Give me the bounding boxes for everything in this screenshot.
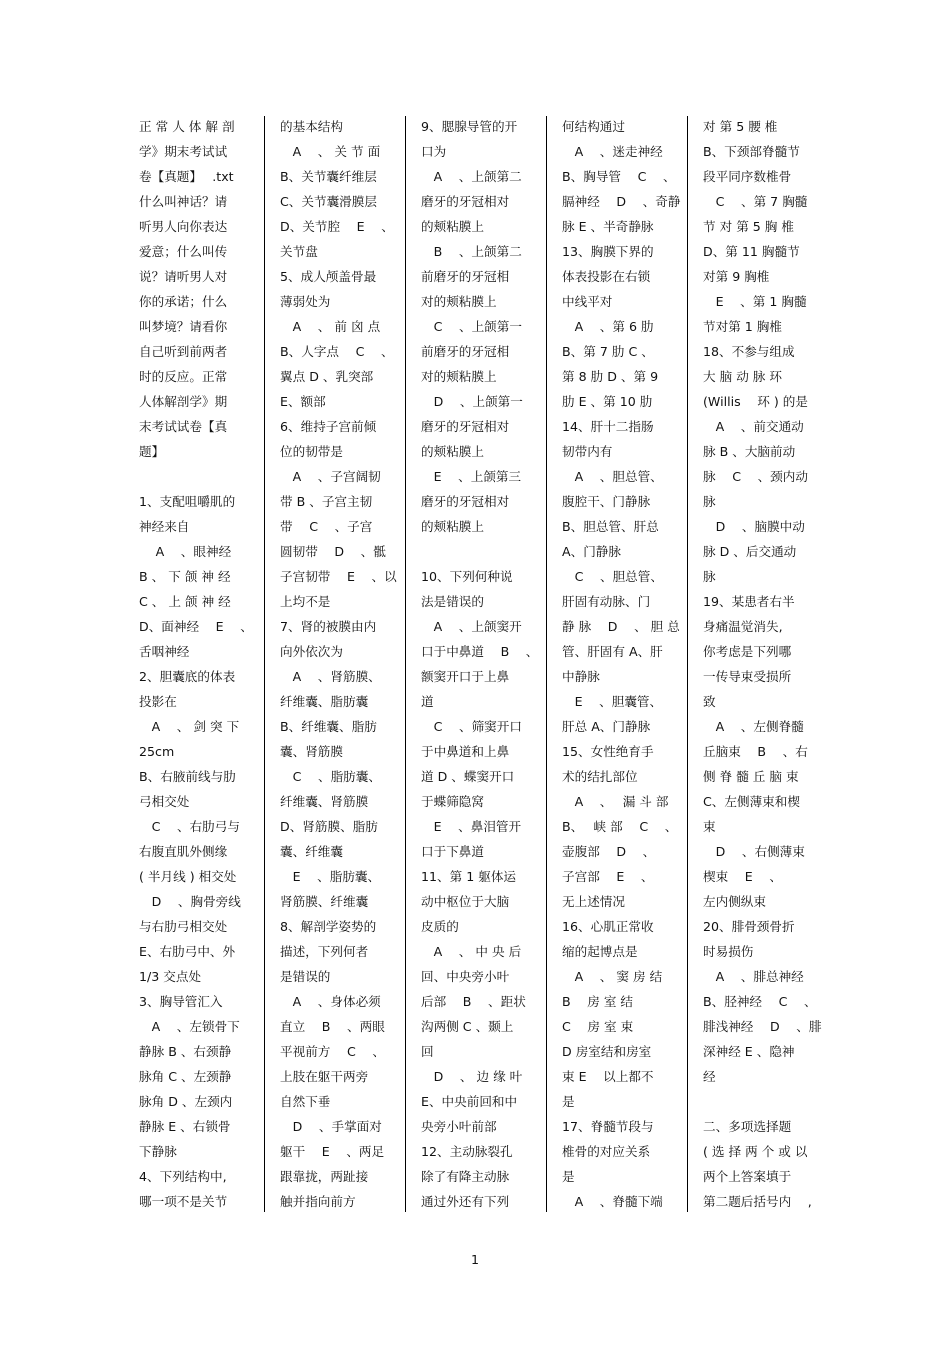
- text-line: 15、女性绝育手: [562, 744, 654, 759]
- text-line: 对 第 5 腰 椎: [703, 119, 778, 134]
- text-line: 回: [421, 1044, 434, 1059]
- text-line: 脉 E 、半奇静脉: [562, 219, 654, 234]
- text-line: A 、上颌第二: [421, 169, 522, 184]
- text-line: 侧 脊 髓 丘 脑 束: [703, 769, 799, 784]
- column-1: [139, 114, 253, 1214]
- text-line: 前磨牙的牙冠相: [421, 344, 510, 359]
- text-line: B 、上颌第二: [421, 244, 522, 259]
- text-line: C、左侧薄束和楔: [703, 794, 800, 809]
- text-line: 与右肋弓相交处: [139, 919, 228, 934]
- text-line: 于中鼻道和上鼻: [421, 744, 510, 759]
- text-line: 经: [703, 1069, 716, 1084]
- text-line: B、下颈部脊髓节: [703, 144, 800, 159]
- text-line: 你的承诺；什么: [139, 294, 228, 309]
- text-line: 对的颊粘膜上: [421, 369, 497, 384]
- text-line: 额窦开口于上鼻: [421, 669, 510, 684]
- text-line: 肝总 A、门静脉: [562, 719, 651, 734]
- text-line: B、关节囊纤维层: [280, 169, 377, 184]
- text-line: 第 8 肋 D 、第 9: [562, 369, 659, 384]
- text-line: 口为: [421, 144, 447, 159]
- text-line: 跟靠拢，两趾接: [280, 1169, 369, 1184]
- text-line: 位的韧带是: [280, 444, 343, 459]
- text-line: 通过外还有下列: [421, 1194, 510, 1209]
- text-line: A 、胆总管、: [562, 469, 663, 484]
- text-line: 关节盘: [280, 244, 318, 259]
- text-line: 壶腹部 D 、: [562, 844, 656, 859]
- text-line: 两个上答案填于: [703, 1169, 792, 1184]
- text-line: E 、胆囊管、: [562, 694, 663, 709]
- text-line: 中线平对: [562, 294, 613, 309]
- text-line: 前磨牙的牙冠相: [421, 269, 510, 284]
- text-line: C 、脂肪囊、: [280, 769, 381, 784]
- text-line: B、第 7 肋 C 、: [562, 344, 654, 359]
- text-line: 上肢在躯干两旁: [280, 1069, 369, 1084]
- text-line: 的颊粘膜上: [421, 519, 484, 534]
- text-line: C 、胆总管、: [562, 569, 663, 584]
- text-line: 肾筋膜、纤维囊: [280, 894, 369, 909]
- text-line: C 、 上 颌 神 经: [139, 594, 231, 609]
- text-line: C 房 室 束: [562, 1019, 634, 1034]
- text-line: C 、第 7 胸髓: [703, 194, 808, 209]
- text-line: 11、第 1 躯体运: [421, 869, 517, 884]
- text-line: 身痛温觉消失,: [703, 619, 783, 634]
- text-line: 磨牙的牙冠相对: [421, 494, 510, 509]
- text-line: 7、肾的被膜由内: [280, 619, 377, 634]
- text-line: 爱意；什么叫传: [139, 244, 228, 259]
- text-line: 体表投影在右锁: [562, 269, 651, 284]
- text-line: E、额部: [280, 394, 326, 409]
- text-line: 右腹直肌外侧缘: [139, 844, 228, 859]
- text-line: 囊、肾筋膜: [280, 744, 343, 759]
- text-line: 叫梦境？请看你: [139, 319, 228, 334]
- text-line: E、右肋弓中、外: [139, 944, 236, 959]
- text-line: 磨牙的牙冠相对: [421, 194, 510, 209]
- text-line: 18、不参与组成: [703, 344, 795, 359]
- text-line: A 、 中 央 后: [421, 944, 522, 959]
- text-line: [421, 539, 538, 564]
- text-line: 道 D 、蝶窦开口: [421, 769, 515, 784]
- column-divider: [687, 116, 688, 1212]
- text-line: B、右腋前线与肋: [139, 769, 236, 784]
- text-line: B、 峡 部 C 、: [562, 819, 678, 834]
- text-line: 人体解剖学》期: [139, 394, 228, 409]
- text-line: 3、胸导管汇入: [139, 994, 223, 1009]
- text-line: 自己听到前两者: [139, 344, 228, 359]
- text-line: 1/3 交点处: [139, 969, 202, 984]
- text-line: 的颊粘膜上: [421, 219, 484, 234]
- text-line: A 、腓总神经: [703, 969, 804, 984]
- text-line: E、中央前回和中: [421, 1094, 518, 1109]
- text-line: A 、眼神经: [139, 544, 232, 559]
- column-divider: [264, 116, 265, 1212]
- text-line: 束: [703, 819, 716, 834]
- text-line: 听男人向你表达: [139, 219, 228, 234]
- text-line: 道: [421, 694, 434, 709]
- text-line: 术的结扎部位: [562, 769, 638, 784]
- text-line: D 、 边 缘 叶: [421, 1069, 523, 1084]
- text-line: 子宫韧带 E 、以: [280, 569, 397, 584]
- text-line: 何结构通过: [562, 119, 625, 134]
- text-line: 节对第 1 胸椎: [703, 319, 782, 334]
- text-line: 触并指向前方: [280, 1194, 356, 1209]
- text-line: 椎骨的对应关系: [562, 1144, 651, 1159]
- text-line: D 、右侧薄束: [703, 844, 805, 859]
- text-line: A 、 关 节 面: [280, 144, 381, 159]
- text-line: A 、左锁骨下: [139, 1019, 240, 1034]
- text-line: 沟两侧 C 、颞上: [421, 1019, 514, 1034]
- text-line: 纤维囊、脂肪囊: [280, 694, 369, 709]
- text-line: D、肾筋膜、脂肪: [280, 819, 378, 834]
- text-line: B 房 室 结: [562, 994, 634, 1009]
- text-line: 说？请听男人对: [139, 269, 228, 284]
- text-line: 带 B 、子宫主韧: [280, 494, 373, 509]
- text-line: A 、迷走神经: [562, 144, 663, 159]
- text-line: ( 选 择 两 个 或 以: [703, 1144, 808, 1159]
- text-line: 无上述情况: [562, 894, 625, 909]
- text-line: 静 脉 D 、 胆 总: [562, 619, 680, 634]
- text-line: 自然下垂: [280, 1094, 331, 1109]
- text-line: 弓相交处: [139, 794, 190, 809]
- text-line: 下静脉: [139, 1144, 177, 1159]
- text-line: 口于下鼻道: [421, 844, 484, 859]
- text-line: E 、第 1 胸髓: [703, 294, 807, 309]
- text-line: 圆韧带 D 、骶: [280, 544, 386, 559]
- text-line: 上均不是: [280, 594, 331, 609]
- column-3: [421, 114, 538, 1214]
- text-line: A 、身体必须: [280, 994, 381, 1009]
- text-line: A 、前交通动: [703, 419, 804, 434]
- text-line: 是: [562, 1169, 575, 1184]
- column-4: [562, 114, 680, 1214]
- text-line: 腓浅神经 D 、腓: [703, 1019, 822, 1034]
- text-line: 束 E 以上都不: [562, 1069, 654, 1084]
- text-line: 4、下列结构中,: [139, 1169, 227, 1184]
- text-line: E 、上颌第三: [421, 469, 522, 484]
- text-line: 躯干 E 、两足: [280, 1144, 385, 1159]
- text-line: 8、解剖学姿势的: [280, 919, 377, 934]
- text-line: 5、成人颅盖骨最: [280, 269, 377, 284]
- text-line: 的颊粘膜上: [421, 444, 484, 459]
- column-divider: [546, 116, 547, 1212]
- text-line: 19、某患者右半: [703, 594, 795, 609]
- text-line: C 、上颌第一: [421, 319, 522, 334]
- text-line: 直立 B 、两眼: [280, 1019, 385, 1034]
- text-line: B、胸导管 C 、: [562, 169, 676, 184]
- text-line: 口于中鼻道 B 、: [421, 644, 539, 659]
- text-line: 时易损伤: [703, 944, 754, 959]
- text-line: 管、肝固有 A、肝: [562, 644, 663, 659]
- text-line: 对第 9 胸椎: [703, 269, 770, 284]
- text-line: A 、 前 囟 点: [280, 319, 381, 334]
- text-line: A、门静脉: [562, 544, 621, 559]
- text-line: A 、 窦 房 结: [562, 969, 663, 984]
- text-line: 卷【真题】 .txt: [139, 169, 234, 184]
- text-line: D 、脑膜中动: [703, 519, 805, 534]
- text-line: 2、胆囊底的体表: [139, 669, 236, 684]
- text-line: 子宫部 E 、: [562, 869, 654, 884]
- text-line: 1、支配咀嚼肌的: [139, 494, 236, 509]
- text-line: 腹腔干、门静脉: [562, 494, 651, 509]
- text-line: 楔束 E 、: [703, 869, 782, 884]
- column-2: [280, 114, 397, 1214]
- text-line: 带 C 、子宫: [280, 519, 373, 534]
- column-divider: [405, 116, 406, 1212]
- text-line: C、关节囊滑膜层: [280, 194, 377, 209]
- text-line: D 房室结和房室: [562, 1044, 652, 1059]
- text-line: 段平同序数椎骨: [703, 169, 792, 184]
- text-line: ( 半月线 ) 相交处: [139, 869, 237, 884]
- text-line: A 、脊髓下端: [562, 1194, 663, 1209]
- text-line: 韧带内有: [562, 444, 613, 459]
- text-line: 致: [703, 694, 716, 709]
- text-line: D、第 11 胸髓节: [703, 244, 800, 259]
- text-line: 你考虑是下列哪: [703, 644, 792, 659]
- text-line: 膈神经 D 、奇静: [562, 194, 681, 209]
- text-line: 6、维持子宫前倾: [280, 419, 377, 434]
- text-line: 13、胸膜下界的: [562, 244, 654, 259]
- text-line: 大 脑 动 脉 环: [703, 369, 782, 384]
- text-line: 翼点 D 、乳突部: [280, 369, 374, 384]
- text-line: 静脉 B 、右颈静: [139, 1044, 232, 1059]
- text-line: 脉 B 、大脑前动: [703, 444, 796, 459]
- text-line: 中静脉: [562, 669, 600, 684]
- text-line: 央旁小叶前部: [421, 1119, 497, 1134]
- text-line: 脉角 C 、左颈静: [139, 1069, 232, 1084]
- text-line: D 、胸骨旁线: [139, 894, 241, 909]
- text-line: 脉角 D 、左颈内: [139, 1094, 233, 1109]
- text-line: 9、腮腺导管的开: [421, 119, 518, 134]
- text-line: 肝固有动脉、门: [562, 594, 651, 609]
- text-line: 是错误的: [280, 969, 331, 984]
- text-line: [703, 1089, 821, 1114]
- text-line: A 、左侧脊髓: [703, 719, 804, 734]
- text-line: B、胫神经 C 、: [703, 994, 817, 1009]
- text-line: A 、上颌窦开: [421, 619, 522, 634]
- text-line: 末考试试卷【真: [139, 419, 228, 434]
- text-line: B、胆总管、肝总: [562, 519, 659, 534]
- text-line: 舌咽神经: [139, 644, 190, 659]
- text-line: A 、 漏 斗 部: [562, 794, 669, 809]
- text-line: 14、肝十二指肠: [562, 419, 654, 434]
- text-line: 磨牙的牙冠相对: [421, 419, 510, 434]
- text-line: 动中枢位于大脑: [421, 894, 510, 909]
- text-line: 12、主动脉裂孔: [421, 1144, 513, 1159]
- text-line: 皮质的: [421, 919, 459, 934]
- text-line: 正 常 人 体 解 剖: [139, 119, 235, 134]
- text-line: 除了有降主动脉: [421, 1169, 510, 1184]
- text-line: A 、第 6 肋: [562, 319, 654, 334]
- text-line: D、面神经 E 、: [139, 619, 253, 634]
- text-line: 是: [562, 1094, 575, 1109]
- text-line: 什么叫神话？请: [139, 194, 228, 209]
- text-line: 回、中央旁小叶: [421, 969, 510, 984]
- text-line: (Willis 环 ) 的是: [703, 394, 808, 409]
- text-line: 薄弱处为: [280, 294, 331, 309]
- text-line: 20、腓骨颈骨折: [703, 919, 795, 934]
- text-line: 二、多项选择题: [703, 1119, 792, 1134]
- text-line: 16、心肌正常收: [562, 919, 654, 934]
- text-line: 丘脑束 B 、右: [703, 744, 808, 759]
- text-line: 后部 B 、距状: [421, 994, 526, 1009]
- text-line: E 、脂肪囊、: [280, 869, 381, 884]
- text-line: 17、脊髓节段与: [562, 1119, 654, 1134]
- text-line: D、关节腔 E 、: [280, 219, 394, 234]
- page-number: 1: [470, 1252, 479, 1267]
- text-line: 法是错误的: [421, 594, 484, 609]
- text-line: 节 对 第 5 胸 椎: [703, 219, 794, 234]
- text-line: B 、 下 颌 神 经: [139, 569, 231, 584]
- text-line: D 、上颌第一: [421, 394, 523, 409]
- text-line: 脉: [703, 569, 716, 584]
- text-line: 肋 E 、第 10 肋: [562, 394, 653, 409]
- text-line: 对的颊粘膜上: [421, 294, 497, 309]
- text-line: B、人字点 C 、: [280, 344, 394, 359]
- text-line: B、纤维囊、脂肪: [280, 719, 377, 734]
- text-line: A 、 剑 突 下: [139, 719, 240, 734]
- text-line: 题】: [139, 444, 165, 459]
- text-line: A 、肾筋膜、: [280, 669, 381, 684]
- text-line: 静脉 E 、右锁骨: [139, 1119, 231, 1134]
- text-line: 脉 C 、颈内动: [703, 469, 808, 484]
- text-line: E 、鼻泪管开: [421, 819, 522, 834]
- text-line: 囊、纤维囊: [280, 844, 343, 859]
- text-line: C 、右肋弓与: [139, 819, 240, 834]
- text-line: A 、子宫阔韧: [280, 469, 381, 484]
- text-line: D 、手掌面对: [280, 1119, 382, 1134]
- text-line: 脉 D 、后交通动: [703, 544, 797, 559]
- text-line: 描述，下列何者: [280, 944, 369, 959]
- text-line: 第二题后括号内 ,: [703, 1194, 812, 1209]
- text-line: 的基本结构: [280, 119, 343, 134]
- text-line: 平视前方 C 、: [280, 1044, 385, 1059]
- text-line: 向外依次为: [280, 644, 343, 659]
- text-line: 投影在: [139, 694, 177, 709]
- text-line: 纤维囊、肾筋膜: [280, 794, 369, 809]
- text-line: 25cm: [139, 744, 175, 759]
- text-line: 缩的起博点是: [562, 944, 638, 959]
- text-line: 时的反应。正常: [139, 369, 228, 384]
- text-line: 脉: [703, 494, 716, 509]
- text-line: 左内侧纵束: [703, 894, 766, 909]
- text-line: 一传导束受损所: [703, 669, 792, 684]
- text-line: C 、筛窦开口: [421, 719, 522, 734]
- text-line: 学》期末考试试: [139, 144, 228, 159]
- text-line: 深神经 E 、隐神: [703, 1044, 795, 1059]
- text-line: 哪一项不是关节: [139, 1194, 228, 1209]
- text-line: 于蝶筛隐窝: [421, 794, 484, 809]
- text-line: 10、下列何种说: [421, 569, 513, 584]
- column-5: [703, 114, 821, 1214]
- text-line: [139, 464, 253, 489]
- text-line: 神经来自: [139, 519, 190, 534]
